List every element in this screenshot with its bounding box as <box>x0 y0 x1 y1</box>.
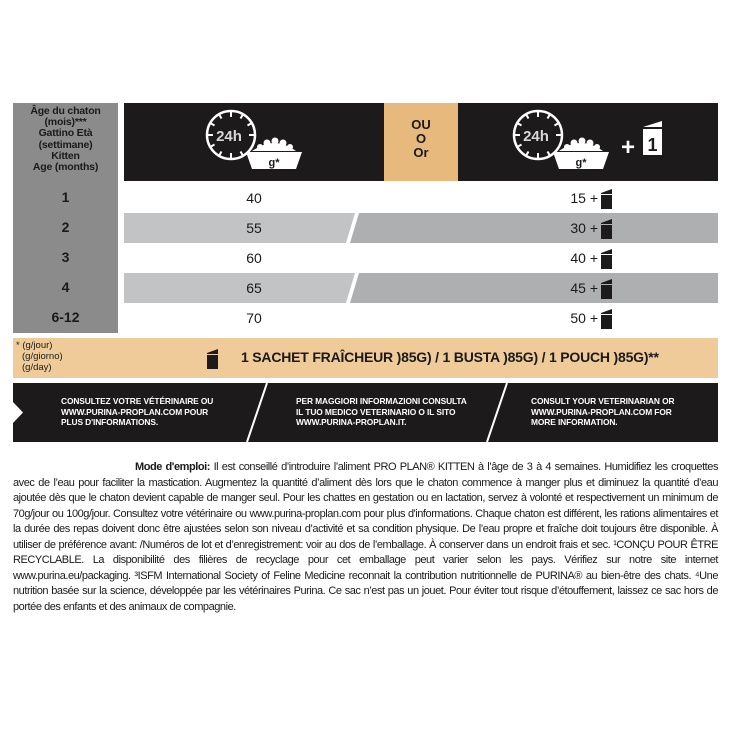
unit-note: (g/giorno) <box>22 351 63 362</box>
info-fr <box>61 396 213 428</box>
dry-only-grams: 60 <box>246 250 262 266</box>
age-value: 6-12 <box>51 309 80 325</box>
or-label-fr: OU <box>411 117 431 132</box>
age-value: 4 <box>61 279 70 295</box>
or-label-en: Or <box>413 145 429 160</box>
svg-text:24h: 24h <box>216 128 242 145</box>
info-line: WWW.PURINA-PROPLAN.COM FOR <box>531 406 672 417</box>
instructions-text <box>13 460 718 615</box>
dry-with-pouch-grams: 45 + <box>570 280 598 296</box>
plus-sign: + <box>620 134 636 161</box>
dry-only-grams: 65 <box>246 280 262 296</box>
age-value: 2 <box>61 219 70 235</box>
age-value: 1 <box>61 189 70 205</box>
age-header-line: (mois)*** <box>44 116 87 129</box>
svg-text:g*: g* <box>268 157 280 169</box>
dry-with-pouch-grams: 30 + <box>570 220 598 236</box>
age-value: 3 <box>61 249 70 265</box>
dry-with-pouch-grams: 15 + <box>570 190 598 206</box>
dry-only-grams: 70 <box>246 310 262 326</box>
age-header-line: (settimane) <box>38 138 93 151</box>
pouch-icon <box>601 309 613 329</box>
dry-with-pouch-grams: 50 + <box>570 310 598 326</box>
unit-notes <box>16 340 63 373</box>
instructions-body: Il est conseillé d’introduire l’aliment PRO PLAN® KITTEN à l’âge de 3 à 4 semaines. Humidifiez les croquettes avec de l’eau pour faciliter la mastication. Augmentez la quantité d’aliment dès lors que le chaton commence à manger plus et diminuez la quantité d’eau ajoutée dès que le chaton devient capable de manger seul. Pour les chattes en gestation ou en lactation, servez à volonté et respectivement un minimum de 70g/jour ou 100g/jour. Consultez votre vétérinaire ou www.purina-proplan.com pour plus d'informations. Chaque chaton est différent, les rations alimentaires et la durée des repas doivent donc être ajustées selon son niveau d’activité et sa condition physique. De l’eau propre et fraîche doit toujours être disponible. À utiliser de préférence avant: /Numéros de lot et d’enregistrement: voir au dos de l’emballage. À conserver dans un endroit frais et sec. ¹CONÇU POUR ÊTRE RECYCLABLE. La disponibilité des filières de recyclage pour cet emballage peut varier selon les pays. Vérifiez sur notre site internet www.purina.eu/packaging. ³ISFM International Society of Feline Medicine reconnait la contribution nutritionnelle de PURINA® au bien-être des chats. ⁴Une nutrition basée sur la science, développée par les vétérinaires Purina. Ce sac n’est pas un jouet. Pour éviter tout risque d’étouffement, laissez ce sac hors de portée des enfants et des animaux de compagnie. <box>13 461 718 613</box>
info-line: MORE INFORMATION. <box>531 417 618 428</box>
pouch-icon <box>601 249 613 269</box>
clock-24h-icon <box>207 111 255 159</box>
unit-note: (g/day) <box>22 362 52 373</box>
header-dry-plus-pouch <box>458 103 718 181</box>
info-line: PLUS D'INFORMATIONS. <box>61 417 159 428</box>
pouch-icon <box>643 121 662 155</box>
age-column-header <box>13 106 118 173</box>
unit-note: * (g/jour) <box>16 340 53 351</box>
age-header-line: Gattino Età <box>38 127 93 140</box>
svg-text:1: 1 <box>647 135 658 155</box>
age-header-line: Age (months) <box>32 161 99 174</box>
pouch-icon <box>601 219 613 239</box>
pouch-icon <box>207 349 219 369</box>
info-line: CONSULT YOUR VETERINARIAN OR <box>531 396 675 406</box>
svg-text:24h: 24h <box>523 128 549 145</box>
info-line: WWW.PURINA-PROPLAN.COM POUR <box>61 406 209 417</box>
instructions-heading: Mode d'emploi: <box>135 461 210 473</box>
info-en <box>531 396 674 428</box>
dry-only-grams: 55 <box>246 220 262 236</box>
clock-bowl-pouch-icon <box>458 103 718 181</box>
info-line: WWW.PURINA-PROPLAN.IT. <box>296 417 407 428</box>
dry-with-pouch-grams: 40 + <box>570 250 598 266</box>
svg-text:g*: g* <box>575 157 587 169</box>
pouch-icon <box>601 279 613 299</box>
clock-24h-icon <box>514 111 562 159</box>
vet-info-band <box>13 383 718 442</box>
info-line: CONSULTEZ VOTRE VÉTÉRINAIRE OU <box>61 396 214 406</box>
age-header-line: Âge du chaton <box>30 105 101 117</box>
info-line: PER MAGGIORI INFORMAZIONI CONSULTA <box>296 396 467 406</box>
info-it <box>296 396 467 428</box>
sachet-note: 1 SACHET FRAÎCHEUR )85G) / 1 BUSTA )85G) / 1 POUCH )85G)** <box>241 349 659 365</box>
info-line: IL TUO MEDICO VETERINARIO O IL SITO <box>296 406 456 417</box>
dry-only-grams: 40 <box>246 190 262 206</box>
pouch-icon <box>601 189 613 209</box>
clock-bowl-icon <box>124 103 384 181</box>
age-header-line: Kitten <box>51 149 80 162</box>
or-label-it: O <box>415 131 427 146</box>
header-dry-food-only <box>124 103 384 181</box>
or-label <box>384 118 458 160</box>
